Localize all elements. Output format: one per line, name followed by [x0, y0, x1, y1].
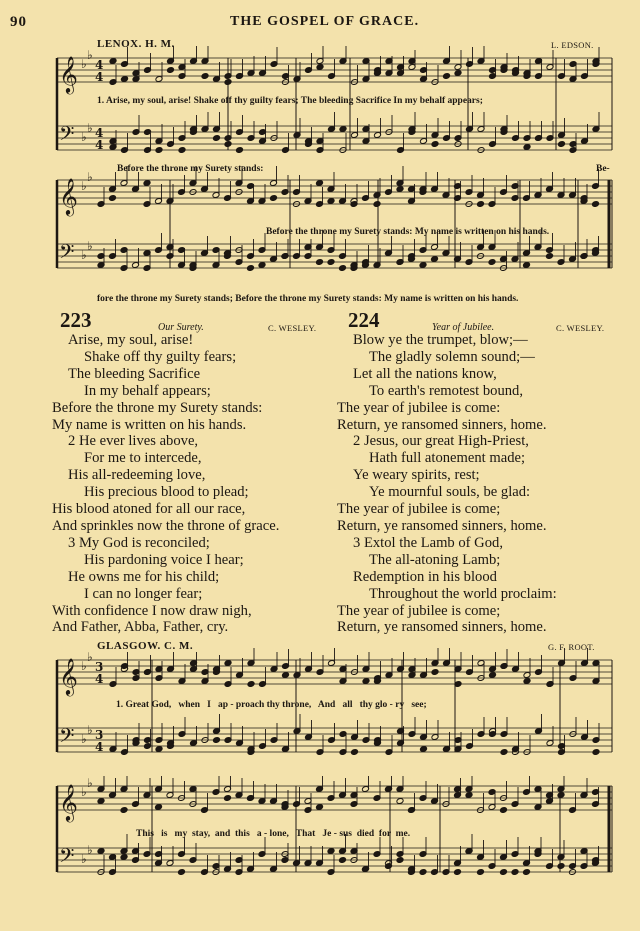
- treble-clef-icon: 𝄞: [59, 657, 78, 695]
- verse-line: Throughout the world proclaim:: [369, 585, 557, 602]
- bass-clef-icon: 𝄢: [59, 844, 75, 872]
- bass-note: [120, 854, 128, 861]
- flat-sign-icon: ♭: [87, 776, 93, 790]
- flat-sign-icon: ♭: [81, 852, 87, 866]
- hymn-223-meter: Our Surety.: [158, 322, 204, 333]
- tune1-lyric-line1: 1. Arise, my soul, arise! Shake off thy guilty fears; The bleeding Sacrifice In my behalf appears;: [97, 96, 483, 106]
- verse-line: The year of jubilee is come:: [337, 399, 501, 416]
- verse-line: His all-redeeming love,: [68, 467, 206, 484]
- flat-sign-icon: ♭: [87, 121, 93, 135]
- bass-note: [500, 869, 508, 876]
- treble-note: [396, 798, 404, 805]
- bass-note: [592, 749, 600, 756]
- tune1-lyric-line2: Before the throne my Surety stands:: [117, 164, 264, 174]
- bass-note: [431, 141, 439, 148]
- verse-line: He owns me for his child;: [68, 568, 220, 585]
- hymn-223-author: C. WESLEY.: [268, 323, 317, 333]
- treble-clef-icon: 𝄞: [59, 783, 78, 821]
- bass-note: [558, 141, 566, 148]
- bass-note: [281, 253, 289, 260]
- treble-clef-icon: 𝄞: [59, 55, 78, 93]
- time-signature-top: 4: [95, 126, 104, 140]
- verse-line: Let all the nations know,: [353, 365, 497, 382]
- bass-note: [511, 869, 519, 876]
- bass-note: [535, 135, 543, 142]
- treble-note: [120, 807, 128, 814]
- verse-line: Ye mournful souls, be glad:: [369, 484, 531, 501]
- bass-note: [327, 259, 335, 266]
- verse-line: His pardoning voice I hear;: [84, 551, 244, 568]
- verse-line: Ye weary spirits, rest;: [353, 467, 480, 484]
- flat-sign-icon: ♭: [81, 179, 87, 193]
- verse-line: With confidence I now draw nigh,: [52, 602, 252, 619]
- flat-sign-icon: ♭: [81, 785, 87, 799]
- verse-line: Hath full atonement made;: [369, 450, 526, 467]
- bass-note: [178, 869, 186, 876]
- treble-note: [247, 795, 255, 802]
- treble-note: [121, 76, 129, 83]
- verse-line: And sprinkles now the throne of grace.: [52, 517, 280, 534]
- treble-note: [167, 67, 175, 74]
- flat-sign-icon: ♭: [87, 843, 93, 857]
- treble-note: [477, 201, 485, 208]
- bass-note: [443, 746, 451, 753]
- verse-line: 3 My God is reconciled;: [68, 534, 210, 551]
- verse-line: Before the throne my Surety stands:: [52, 399, 263, 416]
- treble-note: [316, 804, 324, 811]
- bass-note: [327, 848, 335, 855]
- bass-note: [339, 857, 347, 864]
- hymn-223-number: 223: [60, 308, 92, 332]
- verse-line: I can no longer fear;: [84, 585, 203, 602]
- tune2-composer: G. F. ROOT.: [548, 642, 595, 652]
- verse-line: Redemption in his blood: [353, 568, 497, 585]
- treble-note: [408, 807, 416, 814]
- verse-line: 3 Extol the Lamb of God,: [353, 534, 503, 551]
- bass-note: [477, 869, 485, 876]
- verse-line: The all-atoning Lamb;: [369, 551, 501, 568]
- bass-note: [465, 848, 473, 855]
- flat-sign-icon: ♭: [81, 659, 87, 673]
- treble-note: [362, 678, 370, 685]
- treble-note: [327, 198, 335, 205]
- bass-note: [224, 141, 232, 148]
- flat-sign-icon: ♭: [87, 723, 93, 737]
- time-signature-bottom: 4: [95, 672, 104, 686]
- time-signature-bottom: 4: [95, 70, 104, 84]
- music-system-3: [0, 648, 640, 778]
- bass-note: [396, 259, 404, 266]
- treble-note: [109, 195, 117, 202]
- bass-note: [351, 749, 359, 756]
- verse-line: To earth's remotest bound,: [369, 382, 523, 399]
- treble-note: [201, 73, 209, 80]
- treble-note: [431, 669, 439, 676]
- bass-note: [258, 262, 266, 269]
- bass-clef-icon: 𝄢: [59, 122, 75, 150]
- time-signature-top: 3: [95, 728, 104, 742]
- verse-line: My name is written on his hands.: [52, 416, 247, 433]
- verse-line: And Father, Abba, Father, cry.: [52, 619, 229, 636]
- verse-line: The gladly solemn sound;—: [369, 348, 535, 365]
- treble-note: [144, 669, 152, 676]
- treble-note: [224, 660, 232, 667]
- bass-clef-icon: 𝄢: [59, 724, 75, 752]
- bass-note: [362, 866, 370, 873]
- flat-sign-icon: ♭: [87, 170, 93, 184]
- bass-note: [580, 253, 588, 260]
- treble-note: [523, 678, 531, 685]
- treble-note: [396, 186, 404, 193]
- treble-note: [109, 58, 117, 65]
- bass-note: [500, 749, 508, 756]
- verse-line: Return, ye ransomed sinners, home.: [337, 416, 547, 433]
- bass-note: [282, 746, 290, 753]
- bass-note: [396, 857, 404, 864]
- treble-note: [592, 201, 600, 208]
- tune1-lyric-line2-end: Be-: [596, 164, 610, 174]
- treble-note: [97, 798, 105, 805]
- bass-note: [155, 746, 163, 753]
- bass-note: [155, 147, 163, 154]
- treble-note: [316, 64, 324, 71]
- music-system-4: [0, 776, 640, 916]
- music-system-1: [0, 46, 640, 176]
- treble-note: [316, 180, 324, 187]
- treble-note: [224, 79, 232, 86]
- treble-note: [465, 792, 473, 799]
- treble-note: [454, 70, 462, 77]
- flat-sign-icon: ♭: [87, 650, 93, 664]
- verse-line: For me to intercede,: [84, 450, 202, 467]
- treble-note: [143, 180, 151, 187]
- treble-note: [557, 792, 565, 799]
- time-signature-bottom: 4: [95, 138, 104, 152]
- bass-note: [419, 262, 427, 269]
- tune1-composer: L. EDSON.: [551, 40, 594, 50]
- treble-note: [373, 201, 381, 208]
- hymn-224-meter: Year of Jubilee.: [432, 322, 495, 333]
- treble-note: [155, 804, 163, 811]
- verse-line: The year of jubilee is come;: [337, 501, 501, 518]
- bass-note: [546, 253, 554, 260]
- flat-sign-icon: ♭: [81, 248, 87, 262]
- bass-note: [454, 869, 462, 876]
- verse-line: Blow ye the trumpet, blow;—: [353, 332, 528, 348]
- treble-note: [580, 792, 588, 799]
- treble-note: [224, 795, 232, 802]
- treble-note: [500, 807, 508, 814]
- page-number: 90: [10, 14, 27, 30]
- bass-note: [488, 259, 496, 266]
- bass-note: [420, 746, 428, 753]
- bass-note: [339, 265, 347, 272]
- bass-note: [523, 144, 531, 151]
- verse-line: Return, ye ransomed sinners, home.: [337, 517, 547, 534]
- verse-line: Shake off thy guilty fears;: [84, 348, 237, 365]
- treble-note: [270, 195, 278, 202]
- treble-note: [236, 73, 244, 80]
- hymn-224-text: [337, 332, 557, 636]
- tune1-lyric-line3: Before the throne my Surety stands: My name is written on his hands.: [266, 227, 550, 237]
- flat-sign-icon: ♭: [87, 239, 93, 253]
- treble-clef-icon: 𝄞: [59, 177, 78, 215]
- flat-sign-icon: ♭: [81, 732, 87, 746]
- bass-note: [339, 126, 347, 133]
- verse-line: 2 Jesus, our great High-Priest,: [353, 433, 529, 450]
- flat-sign-icon: ♭: [87, 48, 93, 62]
- time-signature-top: 3: [95, 660, 104, 674]
- verse-line: Arise, my soul, arise!: [68, 332, 194, 348]
- bass-note: [523, 262, 531, 269]
- tune1-lyric-line4: fore the throne my Surety stands; Before the throne my Surety stands: My name is written on his hands.: [97, 294, 519, 304]
- treble-note: [546, 681, 554, 688]
- treble-note: [500, 663, 508, 670]
- running-title: THE GOSPEL OF GRACE.: [230, 14, 420, 29]
- verse-line: His blood atoned for all our race,: [52, 501, 246, 518]
- flat-sign-icon: ♭: [81, 130, 87, 144]
- verse-line: In my behalf appears;: [84, 382, 211, 399]
- bass-note: [213, 737, 221, 744]
- hymn-224-number: 224: [348, 308, 380, 332]
- time-signature-top: 4: [95, 58, 104, 72]
- bass-note: [97, 848, 105, 855]
- treble-note: [489, 672, 497, 679]
- bass-clef-icon: 𝄢: [59, 240, 75, 268]
- flat-sign-icon: ♭: [81, 57, 87, 71]
- tune2-name: GLASGOW. C. M.: [97, 640, 194, 652]
- verse-line: The bleeding Sacrifice: [68, 365, 201, 382]
- tune2-lyric-line1: 1. Great God, when I ap - proach thy throne, And all thy glo - ry see;: [116, 700, 427, 710]
- verse-line: 2 He ever lives above,: [68, 433, 199, 450]
- verse-line: Return, ye ransomed sinners, home.: [337, 619, 547, 636]
- bass-note: [213, 135, 221, 142]
- bass-note: [523, 869, 531, 876]
- bass-note: [178, 147, 186, 154]
- treble-note: [282, 672, 290, 679]
- bass-note: [316, 259, 324, 266]
- treble-note: [443, 73, 451, 80]
- bass-note: [557, 863, 565, 870]
- verse-line: The year of jubilee is come;: [337, 602, 501, 619]
- bass-note: [247, 265, 255, 272]
- hymn-224-author: C. WESLEY.: [556, 323, 605, 333]
- verse-line: His precious blood to plead;: [84, 484, 249, 501]
- hymn-223-text: [52, 332, 279, 636]
- treble-note: [247, 681, 255, 688]
- tune2-lyric-line2: This is my stay, and this a - lone, That Je - sus died for me.: [136, 829, 411, 839]
- bass-note: [236, 147, 244, 154]
- tune1-name: LENOX. H. M.: [97, 38, 175, 50]
- bass-note: [419, 869, 427, 876]
- time-signature-bottom: 4: [95, 740, 104, 754]
- bass-note: [431, 256, 439, 263]
